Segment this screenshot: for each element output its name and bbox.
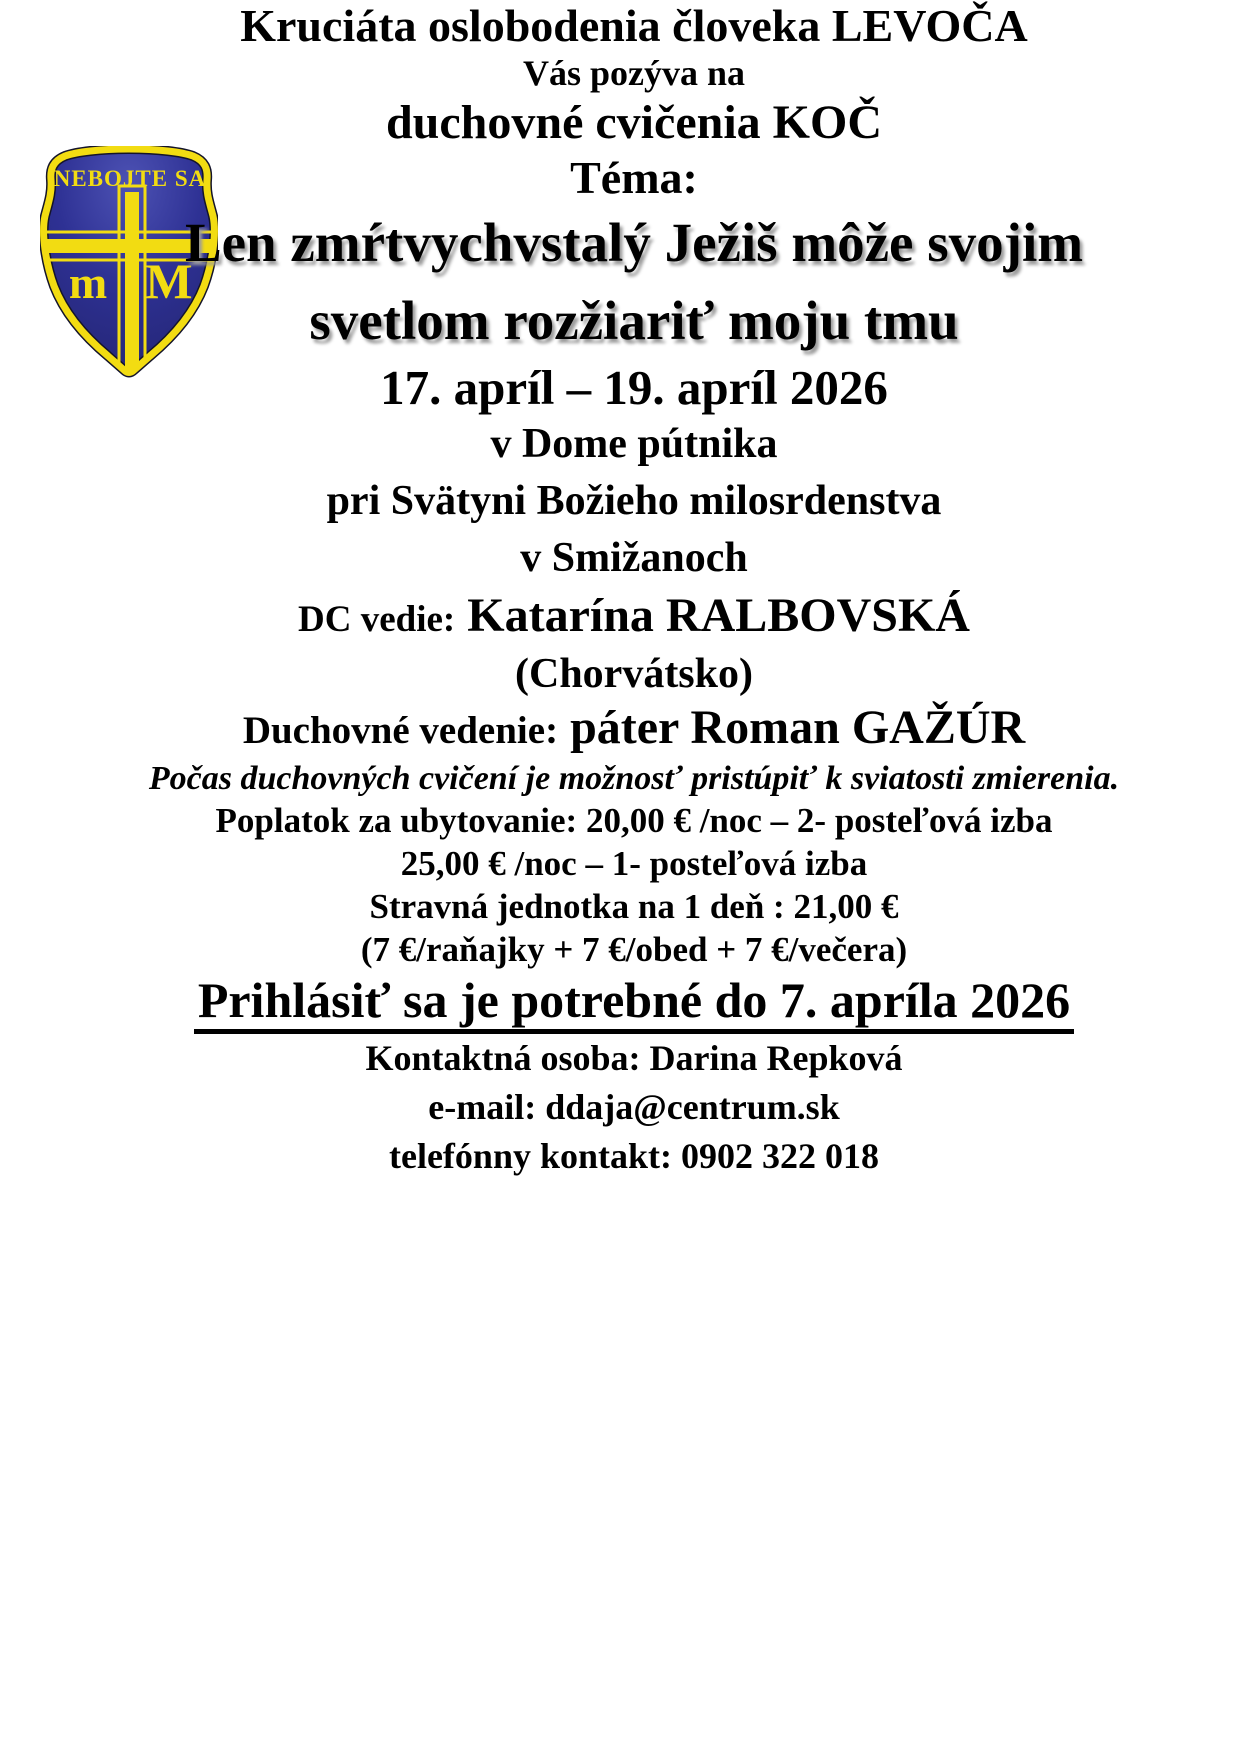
contact-email: e-mail: ddaja@centrum.sk: [428, 1087, 840, 1127]
price-line-2: 25,00 € /noc – 1- posteľová izba: [400, 844, 868, 883]
logo-letter-m-large: M: [145, 253, 193, 309]
logo-motto: NEBOJTE SA: [53, 166, 207, 191]
signup-deadline: [27, 971, 1241, 1034]
theme-line-2: svetlom rozžiariť moju tmu: [309, 290, 959, 351]
dc-leader-label: DC vedie:: [298, 599, 456, 640]
theme-line-1: Len zmŕtvychvstalý Ježiš môže svojim: [184, 212, 1084, 273]
event-dates: 17. apríl – 19. apríl 2026: [380, 360, 888, 415]
spiritual-leader-name: páter Roman GAŽÚR: [570, 701, 1026, 754]
logo-letter-m-small: m: [68, 257, 108, 308]
price-line-3: Stravná jednotka na 1 deň : 21,00 €: [369, 887, 899, 926]
dc-leader-line: [27, 587, 1241, 648]
spiritual-leader-line: [27, 700, 1241, 759]
invite-subtitle: Vás pozýva na: [522, 53, 746, 93]
confession-note: Počas duchovných cvičení je možnosť pristúpiť k sviatosti zmierenia.: [148, 760, 1120, 797]
contact-phone: telefónny kontakt: 0902 322 018: [388, 1136, 879, 1176]
price-line-4: (7 €/raňajky + 7 €/obed + 7 €/večera): [360, 930, 908, 969]
price-line-1: Poplatok za ubytovanie: 20,00 € /noc – 2- posteľová izba: [215, 801, 1053, 840]
venue-line-3: v Smižanoch: [520, 535, 748, 581]
theme-label: Téma:: [570, 152, 698, 203]
signup-deadline-text: Prihlásiť sa je potrebné do 7. apríla 2026: [194, 973, 1074, 1034]
dc-leader-name: Katarína RALBOVSKÁ: [467, 589, 970, 642]
dc-leader-country: (Chorvátsko): [515, 651, 753, 697]
contact-person: Kontaktná osoba: Darina Repková: [365, 1038, 903, 1078]
event-name: duchovné cvičenia KOČ: [385, 96, 882, 149]
spiritual-leader-label: Duchovné vedenie:: [242, 709, 559, 752]
venue-line-2: pri Svätyni Božieho milosrdenstva: [326, 478, 942, 524]
organization-title: Kruciáta oslobodenia človeka LEVOČA: [240, 0, 1028, 51]
flyer-content: [27, 0, 1241, 1181]
venue-line-1: v Dome pútnika: [490, 421, 778, 467]
